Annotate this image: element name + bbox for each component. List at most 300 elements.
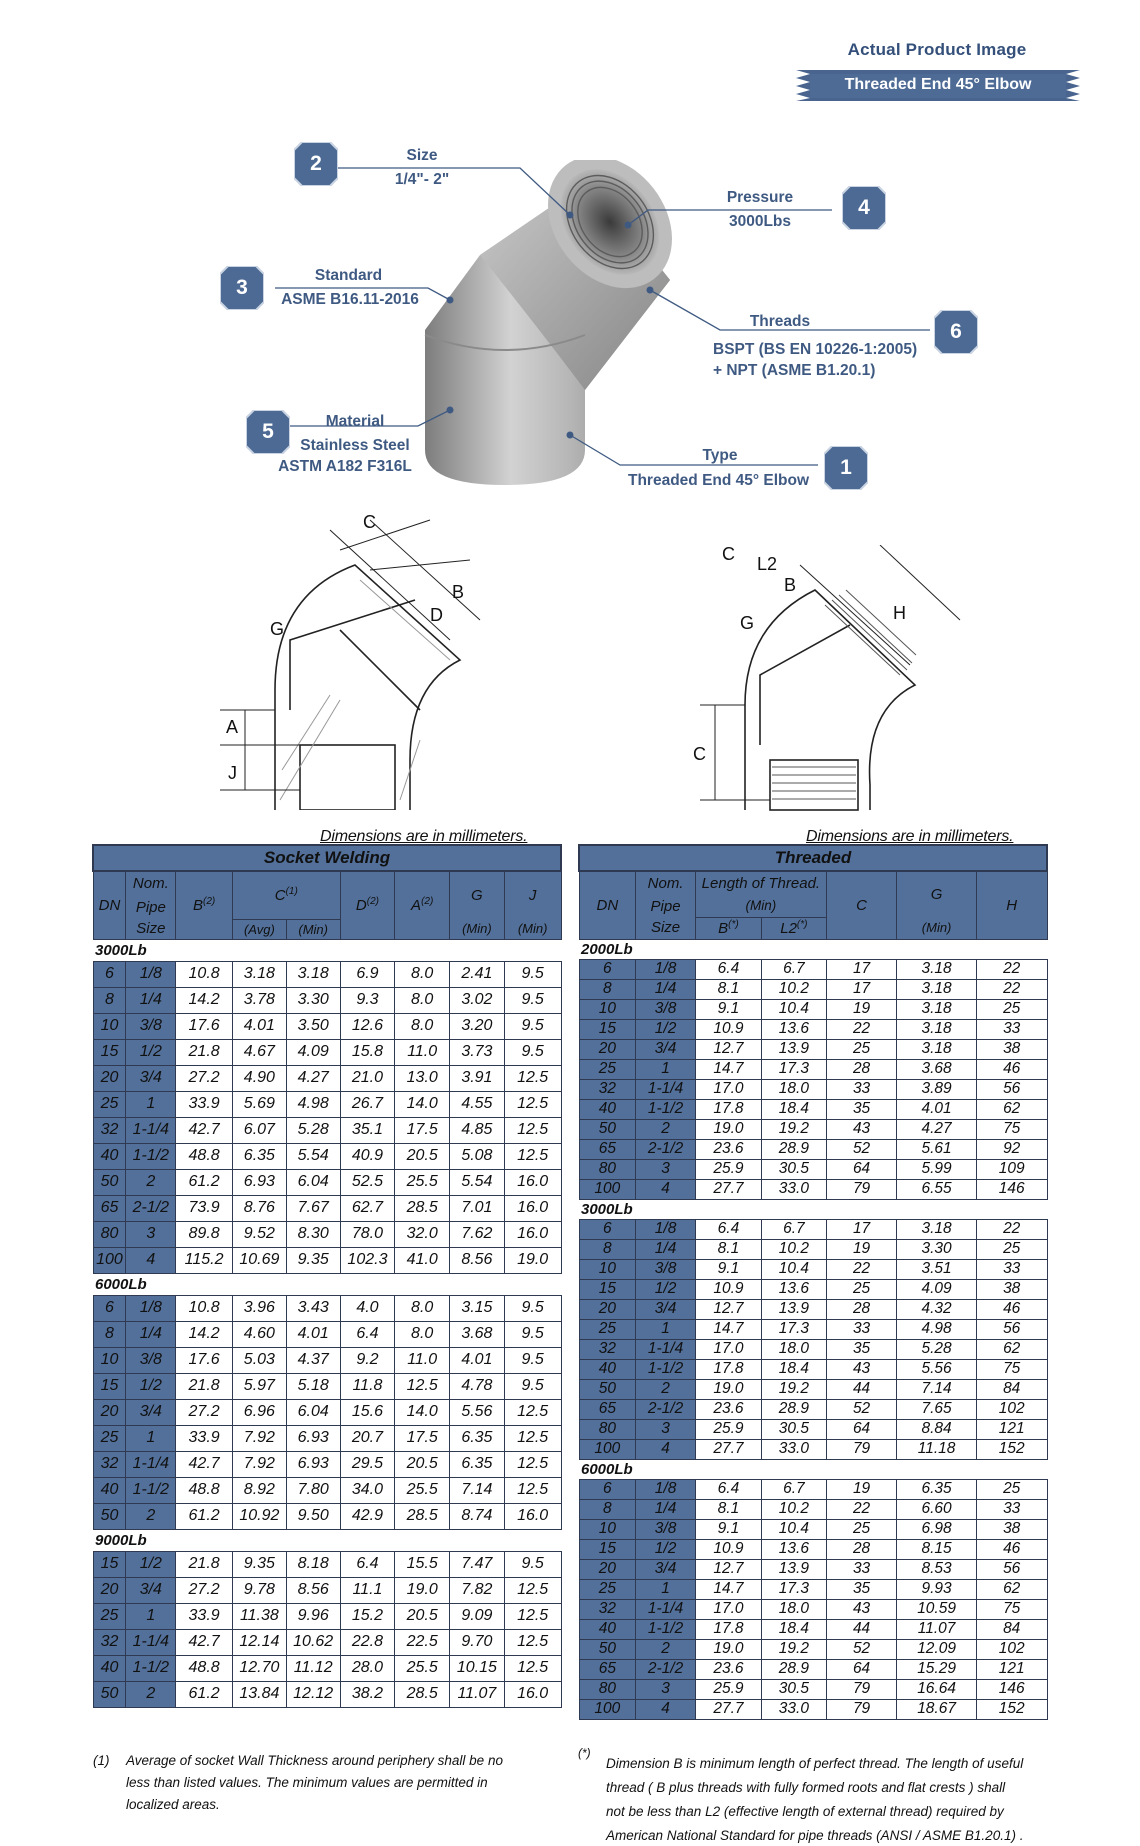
value-cell: 6.60 xyxy=(897,1499,977,1519)
value-cell: 84 xyxy=(976,1619,1047,1639)
value-cell: 121 xyxy=(976,1659,1047,1679)
value-cell: 38 xyxy=(976,1519,1047,1539)
value-cell: 9.5 xyxy=(504,1321,561,1347)
value-cell: 9.5 xyxy=(504,961,561,987)
value-cell: 10.8 xyxy=(176,1295,233,1321)
nps-cell: 1/8 xyxy=(636,1219,696,1239)
nps-cell: 1 xyxy=(126,1603,176,1629)
value-cell: 9.5 xyxy=(504,1347,561,1373)
value-cell: 10.9 xyxy=(695,1019,761,1039)
right-footnote xyxy=(606,1752,1056,1846)
table-row xyxy=(93,1681,561,1707)
value-cell: 146 xyxy=(976,1679,1047,1699)
value-cell: 11.1 xyxy=(340,1577,395,1603)
value-cell: 3.91 xyxy=(450,1065,505,1091)
callout-threads-label: Threads xyxy=(749,313,811,330)
value-cell: 10.2 xyxy=(761,1239,826,1259)
pressure-class-label: 3000Lb xyxy=(93,939,561,961)
callout-material-label: Material xyxy=(325,413,385,430)
table-row xyxy=(579,1099,1047,1119)
nps-cell: 2 xyxy=(126,1503,176,1529)
value-cell: 12.09 xyxy=(897,1639,977,1659)
nps-cell: 3/4 xyxy=(126,1399,176,1425)
threaded-drawing xyxy=(700,545,970,815)
left-units-note: Dimensions are in millimeters. xyxy=(320,828,528,845)
value-cell: 30.5 xyxy=(761,1159,826,1179)
value-cell: 18.4 xyxy=(761,1619,826,1639)
value-cell: 9.09 xyxy=(450,1603,505,1629)
nps-cell: 4 xyxy=(636,1699,696,1719)
dn-cell: 100 xyxy=(579,1699,636,1719)
dn-cell: 10 xyxy=(93,1013,126,1039)
value-cell: 12.5 xyxy=(504,1655,561,1681)
value-cell: 19.2 xyxy=(761,1379,826,1399)
value-cell: 89.8 xyxy=(176,1221,233,1247)
value-cell: 22 xyxy=(976,1219,1047,1239)
value-cell: 6.07 xyxy=(232,1117,286,1143)
value-cell: 8.84 xyxy=(897,1419,977,1439)
value-cell: 11.18 xyxy=(897,1439,977,1459)
header-nps-2: Pipe xyxy=(636,895,696,917)
value-cell: 27.2 xyxy=(176,1399,233,1425)
value-cell: 28.5 xyxy=(395,1503,450,1529)
table-row xyxy=(579,1079,1047,1099)
nps-cell: 1/8 xyxy=(126,961,176,987)
value-cell: 44 xyxy=(826,1619,896,1639)
value-cell: 3.18 xyxy=(286,961,340,987)
pressure-class-label: 6000Lb xyxy=(93,1273,561,1295)
value-cell: 109 xyxy=(976,1159,1047,1179)
value-cell: 6.7 xyxy=(761,959,826,979)
dn-cell: 25 xyxy=(93,1425,126,1451)
nps-cell: 1/2 xyxy=(636,1279,696,1299)
nps-cell: 3/4 xyxy=(636,1299,696,1319)
value-cell: 15.8 xyxy=(340,1039,395,1065)
value-cell: 4.01 xyxy=(286,1321,340,1347)
value-cell: 14.7 xyxy=(695,1059,761,1079)
value-cell: 102 xyxy=(976,1639,1047,1659)
value-cell: 23.6 xyxy=(695,1139,761,1159)
dn-cell: 15 xyxy=(579,1539,636,1559)
value-cell: 4.90 xyxy=(232,1065,286,1091)
value-cell: 12.5 xyxy=(395,1373,450,1399)
value-cell: 40.9 xyxy=(340,1143,395,1169)
value-cell: 38 xyxy=(976,1279,1047,1299)
value-cell: 28 xyxy=(826,1059,896,1079)
value-cell: 19 xyxy=(826,1239,896,1259)
value-cell: 12.14 xyxy=(232,1629,286,1655)
value-cell: 11.07 xyxy=(450,1681,505,1707)
value-cell: 46 xyxy=(976,1059,1047,1079)
dn-cell: 32 xyxy=(579,1599,636,1619)
value-cell: 7.92 xyxy=(232,1425,286,1451)
value-cell: 4.98 xyxy=(897,1319,977,1339)
value-cell: 10.8 xyxy=(176,961,233,987)
value-cell: 12.12 xyxy=(286,1681,340,1707)
dn-cell: 50 xyxy=(93,1681,126,1707)
value-cell: 5.54 xyxy=(286,1143,340,1169)
value-cell: 30.5 xyxy=(761,1679,826,1699)
value-cell: 21.8 xyxy=(176,1039,233,1065)
dn-cell: 65 xyxy=(579,1399,636,1419)
value-cell: 9.78 xyxy=(232,1577,286,1603)
pressure-class-row xyxy=(579,939,1047,959)
value-cell: 19.0 xyxy=(395,1577,450,1603)
value-cell: 84 xyxy=(976,1379,1047,1399)
callout-threads-value2: + NPT (ASME B1.20.1) xyxy=(713,362,876,379)
pressure-class-row xyxy=(93,1529,561,1551)
nps-cell: 1-1/4 xyxy=(126,1629,176,1655)
value-cell: 25.9 xyxy=(695,1159,761,1179)
header-c: $C^{(1)}$ xyxy=(232,871,340,919)
table-row xyxy=(93,1425,561,1451)
value-cell: 22 xyxy=(826,1259,896,1279)
value-cell: 16.0 xyxy=(504,1195,561,1221)
dn-cell: 10 xyxy=(579,1519,636,1539)
banner-subtitle: Threaded End 45° Elbow xyxy=(844,76,1032,93)
nps-cell: 2 xyxy=(126,1169,176,1195)
nps-cell: 1/4 xyxy=(636,1499,696,1519)
value-cell: 115.2 xyxy=(176,1247,233,1273)
threaded-body xyxy=(579,939,1047,1719)
table-row xyxy=(93,1399,561,1425)
value-cell: 4.01 xyxy=(450,1347,505,1373)
header-b: B(*) xyxy=(695,917,761,939)
header-c: C xyxy=(826,871,896,939)
table-row xyxy=(579,1499,1047,1519)
value-cell: 28.5 xyxy=(395,1195,450,1221)
value-cell: 6.35 xyxy=(897,1479,977,1499)
value-cell: 12.5 xyxy=(504,1117,561,1143)
value-cell: 18.0 xyxy=(761,1339,826,1359)
value-cell: 75 xyxy=(976,1119,1047,1139)
value-cell: 17.0 xyxy=(695,1599,761,1619)
value-cell: 9.5 xyxy=(504,1551,561,1577)
value-cell: 5.18 xyxy=(286,1373,340,1399)
value-cell: 9.96 xyxy=(286,1603,340,1629)
left-footnote-line: localized areas. xyxy=(126,1797,220,1812)
dn-cell: 65 xyxy=(93,1195,126,1221)
value-cell: 3.18 xyxy=(897,959,977,979)
callout-badge-1: 1 xyxy=(824,446,868,490)
table-row xyxy=(93,1477,561,1503)
table-row xyxy=(93,1169,561,1195)
nps-cell: 1-1/2 xyxy=(636,1619,696,1639)
value-cell: 13.9 xyxy=(761,1299,826,1319)
value-cell: 17.3 xyxy=(761,1579,826,1599)
left-drawing-label-b: B xyxy=(452,582,465,602)
value-cell: 43 xyxy=(826,1119,896,1139)
value-cell: 52 xyxy=(826,1639,896,1659)
value-cell: 5.54 xyxy=(450,1169,505,1195)
dn-cell: 40 xyxy=(579,1099,636,1119)
value-cell: 11.07 xyxy=(897,1619,977,1639)
value-cell: 22.5 xyxy=(395,1629,450,1655)
value-cell: 25 xyxy=(826,1519,896,1539)
table-row xyxy=(93,1321,561,1347)
table-row xyxy=(579,1179,1047,1199)
left-drawing-label-j: J xyxy=(228,763,237,783)
value-cell: 10.15 xyxy=(450,1655,505,1681)
dn-cell: 100 xyxy=(93,1247,126,1273)
nps-cell: 4 xyxy=(126,1247,176,1273)
table-row xyxy=(579,1039,1047,1059)
value-cell: 33.9 xyxy=(176,1603,233,1629)
value-cell: 11.8 xyxy=(340,1373,395,1399)
value-cell: 17 xyxy=(826,979,896,999)
value-cell: 7.92 xyxy=(232,1451,286,1477)
nps-cell: 1/4 xyxy=(126,987,176,1013)
table-row xyxy=(579,1279,1047,1299)
value-cell: 26.7 xyxy=(340,1091,395,1117)
table-row xyxy=(579,1579,1047,1599)
table-row xyxy=(93,1577,561,1603)
nps-cell: 3/8 xyxy=(636,1519,696,1539)
value-cell: 8.0 xyxy=(395,987,450,1013)
value-cell: 8.1 xyxy=(695,979,761,999)
value-cell: 4.37 xyxy=(286,1347,340,1373)
value-cell: 13.6 xyxy=(761,1019,826,1039)
value-cell: 5.28 xyxy=(286,1117,340,1143)
value-cell: 6.93 xyxy=(286,1425,340,1451)
value-cell: 6.4 xyxy=(695,1479,761,1499)
dn-cell: 50 xyxy=(579,1119,636,1139)
callout-pressure-value: 3000Lbs xyxy=(728,213,792,230)
value-cell: 8.15 xyxy=(897,1539,977,1559)
value-cell: 8.0 xyxy=(395,961,450,987)
value-cell: 3.78 xyxy=(232,987,286,1013)
value-cell: 6.98 xyxy=(897,1519,977,1539)
value-cell: 75 xyxy=(976,1599,1047,1619)
value-cell: 62.7 xyxy=(340,1195,395,1221)
value-cell: 33.9 xyxy=(176,1425,233,1451)
value-cell: 13.9 xyxy=(761,1039,826,1059)
nps-cell: 3/4 xyxy=(126,1577,176,1603)
value-cell: 8.30 xyxy=(286,1221,340,1247)
value-cell: 6.96 xyxy=(232,1399,286,1425)
dn-cell: 8 xyxy=(93,987,126,1013)
callout-material-value: Stainless Steel xyxy=(300,437,410,454)
value-cell: 33 xyxy=(976,1259,1047,1279)
value-cell: 35 xyxy=(826,1339,896,1359)
nps-cell: 3/4 xyxy=(636,1559,696,1579)
value-cell: 4.27 xyxy=(897,1119,977,1139)
value-cell: 22 xyxy=(826,1499,896,1519)
value-cell: 61.2 xyxy=(176,1503,233,1529)
nps-cell: 2 xyxy=(636,1119,696,1139)
value-cell: 61.2 xyxy=(176,1169,233,1195)
value-cell: 5.97 xyxy=(232,1373,286,1399)
value-cell: 28.0 xyxy=(340,1655,395,1681)
header-length-of-thread: Length of Thread. xyxy=(695,871,826,895)
table-row xyxy=(93,1295,561,1321)
dn-cell: 80 xyxy=(93,1221,126,1247)
value-cell: 3.18 xyxy=(897,979,977,999)
value-cell: 17 xyxy=(826,1219,896,1239)
value-cell: 44 xyxy=(826,1379,896,1399)
nps-cell: 1/4 xyxy=(636,979,696,999)
table-row xyxy=(579,1519,1047,1539)
nps-cell: 1/2 xyxy=(126,1551,176,1577)
value-cell: 22 xyxy=(976,959,1047,979)
value-cell: 9.35 xyxy=(286,1247,340,1273)
value-cell: 46 xyxy=(976,1539,1047,1559)
value-cell: 6.4 xyxy=(340,1321,395,1347)
dn-cell: 80 xyxy=(579,1159,636,1179)
nps-cell: 1 xyxy=(126,1091,176,1117)
callout-badge-3: 3 xyxy=(220,266,264,310)
value-cell: 30.5 xyxy=(761,1419,826,1439)
value-cell: 41.0 xyxy=(395,1247,450,1273)
dn-cell: 15 xyxy=(93,1039,126,1065)
pressure-class-row xyxy=(579,1199,1047,1219)
nps-cell: 4 xyxy=(636,1439,696,1459)
value-cell: 9.35 xyxy=(232,1551,286,1577)
dn-cell: 80 xyxy=(579,1419,636,1439)
table-row xyxy=(579,1479,1047,1499)
callout-badge-5: 5 xyxy=(246,410,290,454)
value-cell: 8.92 xyxy=(232,1477,286,1503)
value-cell: 12.5 xyxy=(504,1629,561,1655)
value-cell: 16.0 xyxy=(504,1503,561,1529)
value-cell: 9.5 xyxy=(504,1295,561,1321)
header-h: H xyxy=(976,871,1047,939)
nps-cell: 1/8 xyxy=(636,959,696,979)
dn-cell: 25 xyxy=(579,1319,636,1339)
value-cell: 52 xyxy=(826,1139,896,1159)
right-drawing-label-l2: L2 xyxy=(757,554,778,574)
value-cell: 15.6 xyxy=(340,1399,395,1425)
dn-cell: 6 xyxy=(93,1295,126,1321)
value-cell: 8.1 xyxy=(695,1239,761,1259)
value-cell: 35 xyxy=(826,1099,896,1119)
value-cell: 9.1 xyxy=(695,1259,761,1279)
nps-cell: 1/2 xyxy=(126,1373,176,1399)
table-row xyxy=(93,1451,561,1477)
value-cell: 79 xyxy=(826,1699,896,1719)
value-cell: 33 xyxy=(826,1079,896,1099)
value-cell: 5.03 xyxy=(232,1347,286,1373)
header-l2: L2(*) xyxy=(761,917,826,939)
value-cell: 17.6 xyxy=(176,1013,233,1039)
right-drawing-label-b: B xyxy=(784,575,797,595)
value-cell: 10.2 xyxy=(761,1499,826,1519)
header-a: $A^{(2)}$ xyxy=(395,871,450,939)
header-d: $D^{(2)}$ xyxy=(340,871,395,939)
value-cell: 35 xyxy=(826,1579,896,1599)
value-cell: 3.18 xyxy=(897,1019,977,1039)
nps-cell: 3 xyxy=(636,1419,696,1439)
dn-cell: 10 xyxy=(93,1347,126,1373)
dn-cell: 20 xyxy=(93,1065,126,1091)
nps-cell: 1 xyxy=(126,1425,176,1451)
dn-cell: 20 xyxy=(93,1577,126,1603)
value-cell: 17.5 xyxy=(395,1425,450,1451)
table-row xyxy=(579,1159,1047,1179)
value-cell: 121 xyxy=(976,1419,1047,1439)
value-cell: 28.9 xyxy=(761,1139,826,1159)
nps-cell: 1/8 xyxy=(636,1479,696,1499)
value-cell: 17.3 xyxy=(761,1059,826,1079)
dn-cell: 32 xyxy=(93,1451,126,1477)
right-footnote-line: American National Standard for pipe threads (ANSI / ASME B1.20.1) . xyxy=(606,1828,1024,1843)
value-cell: 17.5 xyxy=(395,1117,450,1143)
value-cell: 12.7 xyxy=(695,1299,761,1319)
value-cell: 20.5 xyxy=(395,1143,450,1169)
left-drawing-label-a: A xyxy=(226,717,239,737)
value-cell: 4.55 xyxy=(450,1091,505,1117)
value-cell: 25 xyxy=(976,1239,1047,1259)
nps-cell: 3/8 xyxy=(636,1259,696,1279)
value-cell: 12.5 xyxy=(504,1477,561,1503)
value-cell: 17.8 xyxy=(695,1099,761,1119)
value-cell: 9.5 xyxy=(504,1373,561,1399)
dn-cell: 80 xyxy=(579,1679,636,1699)
value-cell: 33.9 xyxy=(176,1091,233,1117)
dn-cell: 6 xyxy=(93,961,126,987)
nps-cell: 1-1/4 xyxy=(126,1451,176,1477)
nps-cell: 3 xyxy=(126,1221,176,1247)
pressure-class-label: 3000Lb xyxy=(579,1199,1047,1219)
value-cell: 43 xyxy=(826,1359,896,1379)
value-cell: 11.12 xyxy=(286,1655,340,1681)
value-cell: 25.9 xyxy=(695,1419,761,1439)
value-cell: 25.5 xyxy=(395,1477,450,1503)
value-cell: 15.29 xyxy=(897,1659,977,1679)
table-row xyxy=(579,979,1047,999)
dn-cell: 40 xyxy=(93,1655,126,1681)
nps-cell: 1-1/4 xyxy=(636,1339,696,1359)
pressure-class-label: 9000Lb xyxy=(93,1529,561,1551)
dn-cell: 65 xyxy=(579,1659,636,1679)
header-j: J xyxy=(504,871,561,919)
value-cell: 8.0 xyxy=(395,1013,450,1039)
socket-welding-table xyxy=(92,844,562,1708)
callout-material-value2: ASTM A182 F316L xyxy=(278,458,412,475)
value-cell: 4.01 xyxy=(897,1099,977,1119)
dn-cell: 20 xyxy=(579,1039,636,1059)
value-cell: 22 xyxy=(976,979,1047,999)
value-cell: 27.7 xyxy=(695,1699,761,1719)
table-row xyxy=(93,1091,561,1117)
value-cell: 10.4 xyxy=(761,1259,826,1279)
callout-size-label: Size xyxy=(406,147,438,164)
value-cell: 33.0 xyxy=(761,1179,826,1199)
header-g-min: (Min) xyxy=(450,919,505,939)
nps-cell: 1/2 xyxy=(636,1539,696,1559)
value-cell: 46 xyxy=(976,1299,1047,1319)
table-row xyxy=(579,1439,1047,1459)
dn-cell: 20 xyxy=(579,1299,636,1319)
value-cell: 8.0 xyxy=(395,1321,450,1347)
callout-type-label: Type xyxy=(702,447,738,464)
value-cell: 3.15 xyxy=(450,1295,505,1321)
value-cell: 19 xyxy=(826,999,896,1019)
nps-cell: 1-1/4 xyxy=(636,1599,696,1619)
nps-cell: 2-1/2 xyxy=(636,1659,696,1679)
value-cell: 42.7 xyxy=(176,1629,233,1655)
value-cell: 3.18 xyxy=(897,999,977,1019)
nps-cell: 2-1/2 xyxy=(126,1195,176,1221)
value-cell: 8.1 xyxy=(695,1499,761,1519)
value-cell: 9.5 xyxy=(504,987,561,1013)
value-cell: 12.7 xyxy=(695,1039,761,1059)
value-cell: 7.14 xyxy=(450,1477,505,1503)
value-cell: 19.0 xyxy=(695,1119,761,1139)
table-row xyxy=(93,1347,561,1373)
value-cell: 3.30 xyxy=(897,1239,977,1259)
table-row xyxy=(93,1143,561,1169)
